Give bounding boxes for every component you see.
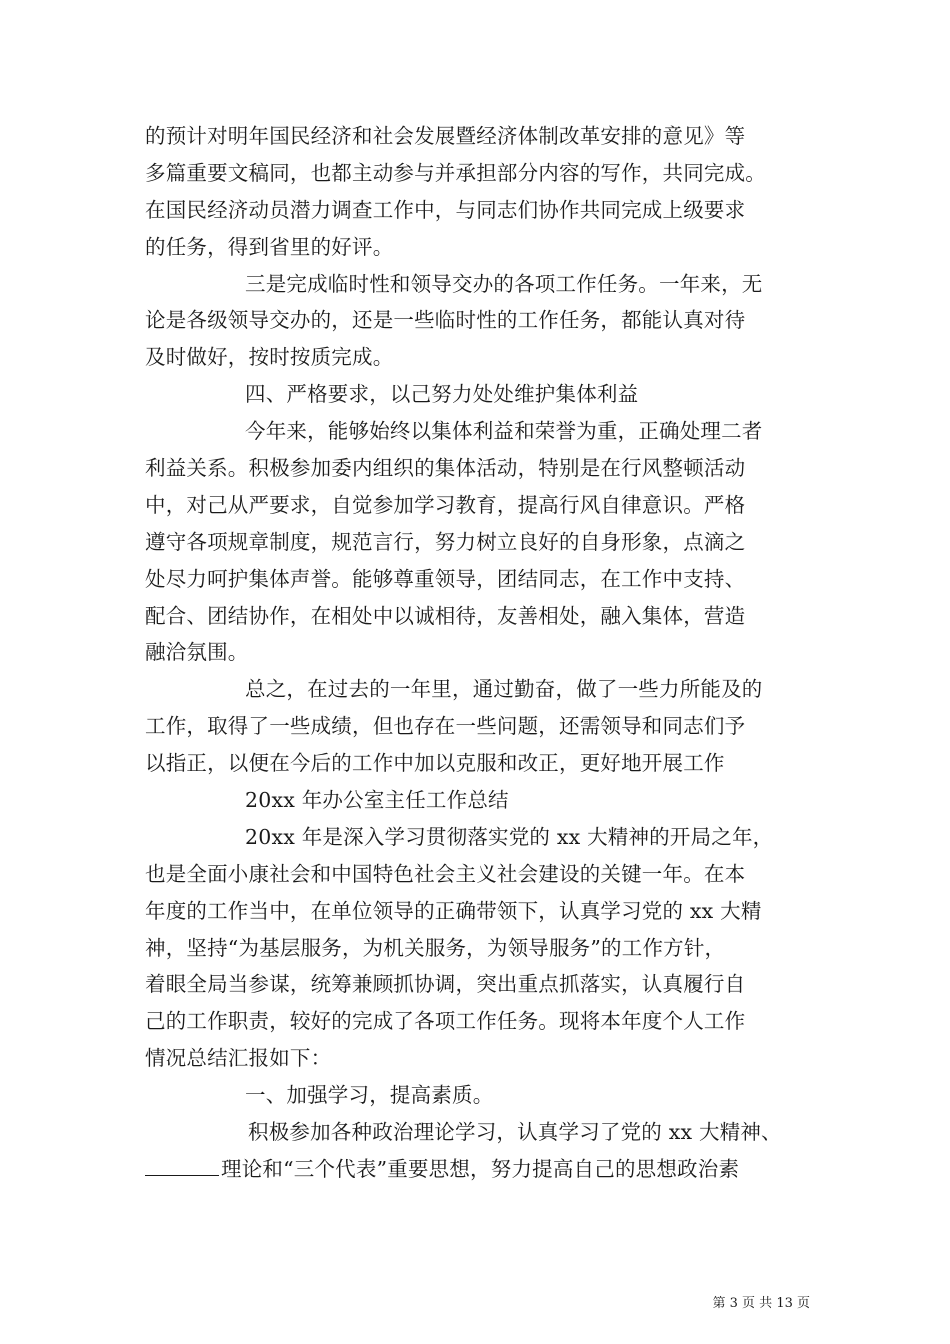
paragraph-start: 积极参加各种政治理论学习，认真学习了党的 xx 大精神、 [248, 1120, 782, 1145]
text-line-with-blank [145, 1151, 810, 1188]
text-fragment: 理论和“三个代表”重要思想，努力提高自己的思想政治素 [221, 1156, 740, 1181]
text-line: 己的工作职责，较好的完成了各项工作任务。现将本年度个人工作 [145, 1009, 746, 1034]
text-line: 的预计对明年国民经济和社会发展暨经济体制改革安排的意见》等 [145, 124, 746, 148]
text-line: 多篇重要文稿同，也都主动参与并承担部分内容的写作，共同完成。 [145, 160, 766, 185]
text-line: 也是全面小康社会和中国特色社会主义社会建设的关键一年。在本 [145, 861, 746, 886]
text-line: 配合、团结协作，在相处中以诚相待，友善相处，融入集体，营造 [145, 603, 746, 628]
section-heading: 一、加强学习，提高素质。 [245, 1083, 494, 1108]
text-line: 年度的工作当中，在单位领导的正确带领下，认真学习党的 xx 大精 [145, 898, 762, 923]
text-line: 融洽氛围。 [145, 640, 249, 665]
text-line: 在国民经济动员潜力调查工作中，与同志们协作共同完成上级要求 [145, 197, 746, 222]
paragraph-start: 20xx 年是深入学习贯彻落实党的 xx 大精神的开局之年， [245, 824, 774, 849]
text-line: 的任务，得到省里的好评。 [145, 234, 394, 259]
text-line: 利益关系。积极参加委内组织的集体活动，特别是在行风整顿活动 [145, 456, 746, 481]
text-line: 论是各级领导交办的，还是一些临时性的工作任务，都能认真对待 [145, 308, 746, 333]
text-line: 中，对己从严要求，自觉参加学习教育，提高行风自律意识。严格 [145, 492, 746, 517]
page-number: 第 3 页 共 13 页 [712, 1296, 810, 1311]
text-line: 着眼全局当参谋，统筹兼顾抓协调，突出重点抓落实，认真履行自 [145, 972, 746, 997]
blank-underline [145, 1151, 219, 1176]
text-line: 遵守各项规章制度，规范言行，努力树立良好的自身形象，点滴之 [145, 529, 746, 554]
paragraph-start: 总之，在过去的一年里，通过勤奋，做了一些力所能及的 [245, 677, 763, 702]
text-line: 及时做好，按时按质完成。 [145, 345, 394, 370]
text-line: 神，坚持“为基层服务，为机关服务，为领导服务”的工作方针， [145, 935, 726, 960]
document-body [145, 118, 810, 1188]
paragraph-start: 三是完成临时性和领导交办的各项工作任务。一年来，无 [245, 271, 763, 296]
text-line: 情况总结汇报如下： [145, 1046, 332, 1071]
document-title: 20xx 年办公室主任工作总结 [245, 788, 509, 813]
text-line: 以指正，以便在今后的工作中加以克服和改正，更好地开展工作 [145, 751, 725, 776]
paragraph-start: 今年来，能够始终以集体利益和荣誉为重，正确处理二者 [245, 419, 763, 444]
section-heading: 四、严格要求，以己努力处处维护集体利益 [245, 382, 639, 407]
text-line: 处尽力呵护集体声誉。能够尊重领导，团结同志，在工作中支持、 [145, 566, 746, 591]
text-line: 工作，取得了一些成绩，但也存在一些问题，还需领导和同志们予 [145, 714, 746, 739]
